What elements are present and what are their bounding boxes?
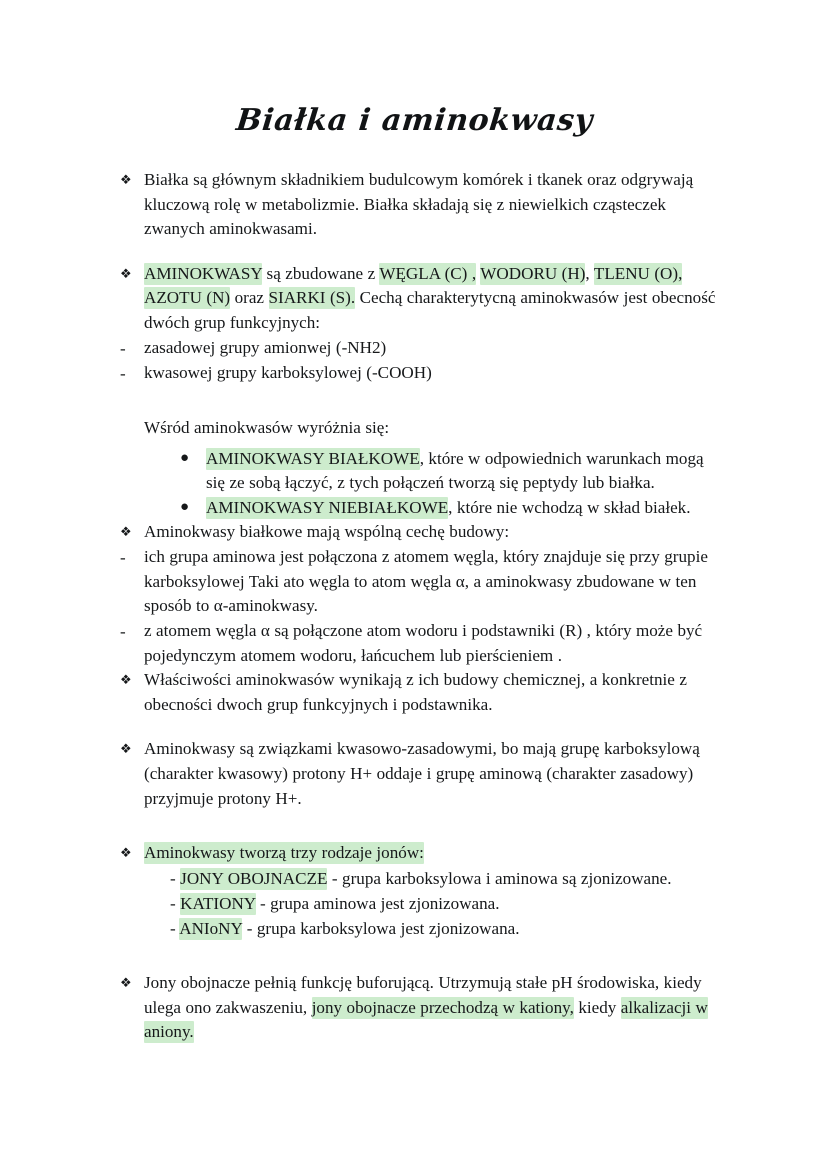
- paragraph-amino-acid-types-intro: [120, 416, 720, 441]
- bullet-item-substituent: [120, 619, 720, 668]
- bullet-text: Białka są głównym składnikiem budulcowym komórek i tkanek oraz odgrywają kluczową rolę w metabolizmie. Białka składają się z niewielkich cząsteczek zwanych aminokwasami.: [144, 170, 694, 239]
- bullet-text: kwasowej grupy karboksylowej (-COOH): [144, 362, 432, 382]
- bullet-item-amphoteric: [120, 737, 720, 811]
- bullet-text: Aminokwasy są związkami kwasowo-zasadowymi, bo mają grupę karboksylową (charakter kwasowy) protony H+ oddaje i grupę aminową (charakter zasadowy) przyjmuje protony H+.: [144, 739, 700, 808]
- highlighted-text: alkalizacji w aniony.: [144, 997, 708, 1042]
- bullet-item-properties: [120, 668, 720, 717]
- paragraph-text: Wśród aminokwasów wyróżnia się:: [144, 417, 390, 437]
- spacer: [120, 242, 720, 262]
- bullet-text: Aminokwasy białkowe mają wspólną cechę budowy:: [144, 522, 510, 542]
- bullet-item-buffering: [120, 971, 720, 1045]
- bullet-item-non-proteinogenic: [120, 496, 720, 521]
- bullet-text: Jony obojnacze pełnią funkcję buforującą. Utrzymują stałe pH środowiska, kiedy ulega ono zakwaszeniu, jony obojnacze przechodzą w kationy, kiedy alkalizacji w aniony.: [144, 973, 708, 1042]
- spacer: [120, 717, 720, 737]
- bullet-text: AMINOKWASY BIAŁKOWE, które w odpowiednich warunkach mogą się ze sobą łączyć, z tych połączeń tworzą się peptydy lub białka.: [206, 448, 704, 493]
- diamond-bullet-icon: ❖: [120, 975, 132, 991]
- highlighted-text: AMINOKWASY NIEBIAŁKOWE: [206, 497, 449, 517]
- dash-bullet-icon: -: [120, 363, 126, 383]
- ion-line-text: - ANIoNY - grupa karboksylowa jest zjonizowana.: [170, 919, 520, 939]
- round-bullet-icon: ●: [180, 498, 190, 515]
- highlighted-text: AZOTU (N): [144, 288, 231, 308]
- highlighted-text: Aminokwasy tworzą trzy rodzaje jonów:: [144, 843, 424, 863]
- diamond-bullet-icon: ❖: [120, 265, 132, 281]
- diamond-bullet-icon: ❖: [120, 741, 132, 757]
- bullet-text: AMINOKWASY NIEBIAŁKOWE, które nie wchodzą w skład białek.: [206, 497, 691, 517]
- spacer: [120, 386, 720, 416]
- ion-line-cation: [120, 891, 720, 916]
- ion-line-text: - JONY OBOJNACZE - grupa karboksylowa i aminowa są zjonizowane.: [170, 868, 672, 888]
- highlighted-text: jony obojnacze przechodzą w kationy,: [311, 997, 574, 1017]
- page-title: Białka i aminokwasy: [234, 103, 595, 138]
- spacer: [120, 138, 720, 168]
- diamond-bullet-icon: ❖: [120, 845, 132, 861]
- bullet-text: zasadowej grupy amionwej (-NH2): [144, 337, 387, 357]
- bullet-text: AMINOKWASY są zbudowane z WĘGLA (C) , WODORU (H), TLENU (O), AZOTU (N) oraz SIARKI (S). Cechą charakterytycną aminokwasów jest obecność dwóch grup funkcyjnych:: [144, 263, 716, 333]
- bullet-text: [144, 841, 720, 866]
- bullet-item-amine-group: [120, 336, 720, 361]
- highlighted-text: JONY OBOJNACZE: [180, 868, 328, 888]
- bullet-item-carboxyl-group: [120, 361, 720, 386]
- ion-line-text: - KATIONY - grupa aminowa jest zjonizowana.: [170, 894, 500, 913]
- bullet-item-proteins-intro: [120, 168, 720, 242]
- bullet-item-amino-acid-elements: [120, 262, 720, 336]
- bullet-item-alpha-carbon: [120, 545, 720, 619]
- diamond-bullet-icon: ❖: [120, 524, 132, 540]
- diamond-bullet-icon: ❖: [120, 172, 132, 187]
- bullet-item-ion-types-heading: [120, 841, 720, 866]
- highlighted-text: ANIoNY: [179, 919, 243, 939]
- bullet-text: z atomem węgla α są połączone atom wodoru i podstawniki (R) , który może być pojedynczym atomem wodoru, łańcuchem lub pierścieniem .: [144, 620, 703, 665]
- bullet-text: Właściwości aminokwasów wynikają z ich budowy chemicznej, a konkretnie z obecności dwoch grup funkcyjnych i podstawnika.: [144, 670, 687, 714]
- ion-line-zwitterion: [120, 866, 720, 891]
- dash-bullet-icon: -: [120, 338, 126, 358]
- spacer: [120, 941, 720, 971]
- diamond-bullet-icon: ❖: [120, 672, 132, 688]
- bullet-item-common-structure: [120, 520, 720, 545]
- highlighted-text: AMINOKWASY BIAŁKOWE: [206, 448, 420, 468]
- highlighted-text: AMINOKWASY: [144, 263, 263, 283]
- bullet-text: ich grupa aminowa jest połączona z atomem węgla, który znajduje się przy grupie karboksylowej Taki ato węgla to atom węgla α, a aminokwasy zbudowane w ten sposób to α-aminokwasy.: [144, 547, 708, 616]
- highlighted-text: TLENU (O),: [593, 263, 683, 283]
- highlighted-text: SIARKI (S).: [268, 288, 356, 308]
- dash-bullet-icon: -: [120, 548, 126, 568]
- highlighted-text: WODORU (H): [480, 263, 586, 283]
- highlighted-text: WĘGLA (C) ,: [379, 263, 477, 283]
- ion-line-anion: [120, 916, 720, 941]
- spacer: [120, 811, 720, 841]
- highlighted-text: KATIONY: [180, 894, 256, 913]
- round-bullet-icon: ●: [180, 449, 190, 466]
- dash-bullet-icon: -: [120, 621, 126, 641]
- bullet-item-proteinogenic: [120, 447, 720, 496]
